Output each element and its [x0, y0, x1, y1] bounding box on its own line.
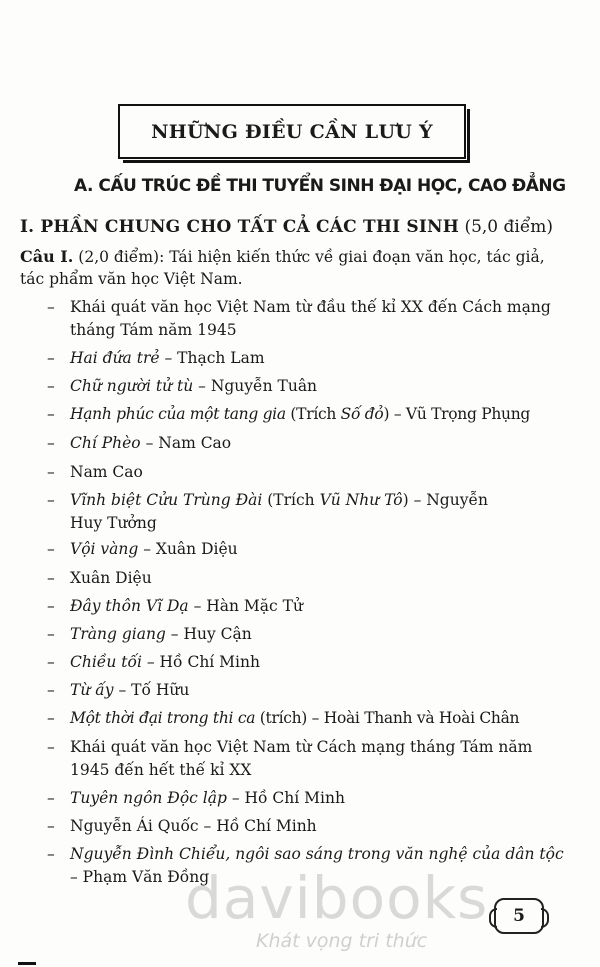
item-text: Khái quát văn học Việt Nam từ Cách mạng tháng Tám năm 1945 đến hết thế kỉ XX	[70, 738, 533, 779]
watermark-brand: davibooks	[185, 864, 489, 932]
list-dash: –	[47, 405, 55, 423]
item-text: Khái quát văn học Việt Nam từ đầu thế kỉ XX đến Cách mạng tháng Tám năm 1945	[70, 298, 551, 339]
list-dash: –	[47, 377, 55, 395]
work-title: Một thời đại trong thi ca	[70, 709, 256, 727]
item-text: – Nam Cao	[140, 434, 232, 452]
work-title: Vĩnh biệt Cửu Trùng Đài	[70, 491, 263, 509]
item-text: – Hàn Mặc Tử	[188, 597, 303, 615]
list-dash: –	[47, 569, 55, 587]
list-dash: –	[47, 491, 55, 509]
work-title: Nguyễn Đình Chiểu, ngôi sao sáng trong văn nghệ của dân tộc	[70, 845, 564, 863]
item-text: – Hồ Chí Minh	[141, 653, 260, 671]
cau-i-text: (2,0 điểm): Tái hiện kiến thức về giai đoạn văn học, tác giả, tác phẩm văn học Việt Nam.	[20, 248, 545, 288]
item-text: – Tố Hữu	[113, 681, 190, 699]
section-i-title: I. PHẦN CHUNG CHO TẤT CẢ CÁC THI SINH	[20, 217, 460, 237]
work-title: Vội vàng	[70, 540, 139, 558]
item-text: – Xuân Diệu	[138, 540, 238, 558]
item-text: – Huy Cận	[165, 625, 252, 643]
item-text: – Thạch Lam	[159, 349, 265, 367]
source-title: Vũ Như Tô	[319, 491, 403, 509]
list-dash: –	[47, 817, 55, 835]
list-dash: –	[47, 625, 55, 643]
work-title: Đây thôn Vĩ Dạ	[70, 597, 189, 615]
title-box	[118, 104, 466, 159]
work-title: Hạnh phúc của một tang gia	[70, 405, 286, 423]
list-dash: –	[47, 681, 55, 699]
work-title: Tràng giang	[70, 625, 166, 643]
list-dash: –	[47, 845, 55, 863]
work-title: Từ ấy	[70, 681, 114, 699]
section-a-heading: A. CẤU TRÚC ĐỀ THI TUYỂN SINH ĐẠI HỌC, CAO ĐẲNG	[74, 176, 566, 196]
cau-i-paragraph	[20, 246, 560, 290]
item-text: – Nguyễn Tuân	[193, 377, 318, 395]
work-title: Chiều tối	[70, 653, 142, 671]
list-dash: –	[47, 597, 55, 615]
page-number-badge	[494, 898, 544, 934]
item-text: Xuân Diệu	[70, 569, 152, 587]
item-text: – Phạm Văn Đồng	[70, 868, 210, 886]
list-dash: –	[47, 738, 55, 756]
source-title: Số đỏ	[340, 405, 384, 423]
item-text: (Trích	[262, 491, 320, 509]
work-title: Chí Phèo	[70, 434, 141, 452]
list-dash: –	[47, 540, 55, 558]
item-text: Nam Cao	[70, 463, 143, 481]
page-title: NHỮNG ĐIỀU CẦN LƯU Ý	[151, 120, 433, 143]
section-i-points: (5,0 điểm)	[464, 217, 554, 237]
list-dash: –	[47, 434, 55, 452]
list-dash: –	[47, 349, 55, 367]
watermark-slogan: Khát vọng tri thức	[256, 930, 428, 952]
cau-i-label: Câu I.	[20, 247, 74, 266]
work-title: Tuyên ngôn Độc lập	[70, 789, 227, 807]
work-title: Chữ người tử tù	[70, 377, 194, 395]
list-dash: –	[47, 653, 55, 671]
list-dash: –	[47, 463, 55, 481]
item-text: – Hồ Chí Minh	[226, 789, 345, 807]
section-i-heading	[20, 217, 553, 237]
list-dash: –	[47, 709, 55, 727]
item-author: ) – Vũ Trọng Phụng	[383, 405, 531, 423]
page-number: 5	[513, 906, 525, 926]
list-dash: –	[47, 298, 55, 316]
item-text: (trích) – Hoài Thanh và Hoài Chân	[255, 709, 520, 727]
item-text: (Trích	[285, 405, 341, 423]
item-author: ) – Nguyễn Huy Tưởng	[70, 491, 488, 532]
work-title: Hai đứa trẻ	[70, 349, 160, 367]
bottom-divider	[18, 962, 36, 965]
item-text: Nguyễn Ái Quốc – Hồ Chí Minh	[70, 817, 317, 835]
list-dash: –	[47, 789, 55, 807]
